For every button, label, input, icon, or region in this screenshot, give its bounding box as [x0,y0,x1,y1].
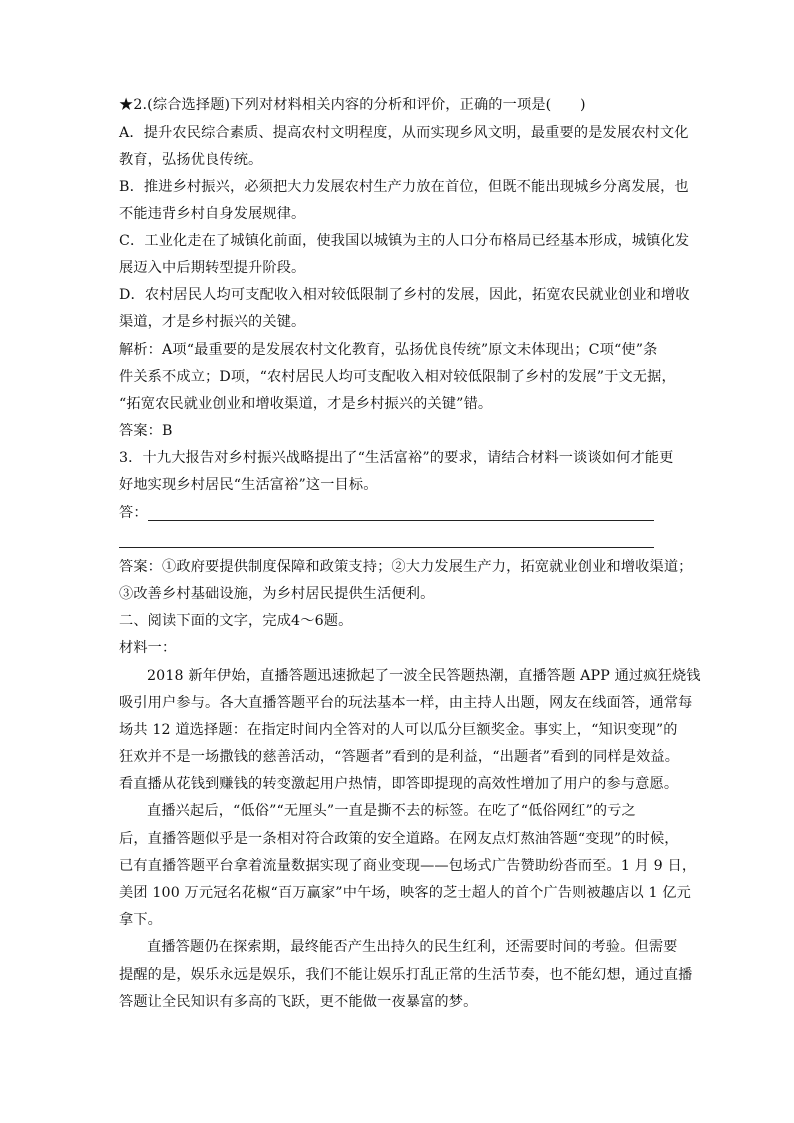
para-1-line-2: 吸引用户参与。各大直播答题平台的玩法基本一样，由主持人出题，网友在线面答，通常每 [119,695,693,711]
para-2-line-5: 拿下。 [119,912,163,928]
para-3-line-2: 提醒的是，娱乐永远是娱乐，我们不能让娱乐打乱正常的生活节奏，也不能幻想，通过直播 [119,967,693,983]
question-2-answer: 答案：B [119,423,173,439]
analysis-line-3: “拓宽农民就业创业和增收渠道，才是乡村振兴的关键”错。 [119,396,493,412]
para-1-line-4: 狂欢并不是一场撒钱的慈善活动，“答题者”看到的是利益，“出题者”看到的同样是效益。 [119,749,680,765]
question-3-stem-line-2: 好地实现乡村居民“生活富裕”这一目标。 [119,477,378,493]
answer-label: 答： [119,505,148,521]
option-d-line-1: D．农村居民人均可支配收入相对较低限制了乡村的发展，因此，拓宽农民就业创业和增收 [119,287,690,303]
para-1-line-5: 看直播从花钱到赚钱的转变激起用户热情，即答即提现的高效性增加了用户的参与意愿。 [119,776,679,792]
question-3-answer-line-2: ③改善乡村基础设施，为乡村居民提供生活便利。 [119,586,435,602]
para-2-line-4: 美团 100 万元冠名花椒“百万赢家”中午场，映客的芝士超人的首个广告则被趣店以 1 亿元 [119,885,691,901]
option-b-line-2: 不能违背乡村自身发展规律。 [119,206,306,222]
option-a-line-1: A．提升农民综合素质、提高农村文明程度，从而实现乡风文明，最重要的是发展农村文化 [119,125,689,141]
para-2-line-2: 后，直播答题似乎是一条相对符合政策的安全道路。在网友点灯熬油答题“变现”的时候， [119,831,679,847]
para-2-line-3: 已有直播答题平台拿着流量数据实现了商业变现——包场式广告赞助纷沓而至。1 月 9 日， [119,858,697,874]
material-1-label: 材料一： [119,640,177,656]
para-3-line-1: 直播答题仍在探索期，最终能否产生出持久的民生红利，还需要时间的考验。但需要 [147,939,678,955]
option-c-line-1: C．工业化走在了城镇化前面，使我国以城镇为主的人口分布格局已经基本形成，城镇化发 [119,233,690,249]
analysis-line-2: 件关系不成立；D项，“农村居民人均可支配收入相对较低限制了乡村的发展”于文无据， [119,369,676,385]
answer-blank-line-1 [148,520,654,521]
option-c-line-2: 展迈入中后期转型提升阶段。 [119,260,306,276]
option-b-line-1: B．推进乡村振兴，必须把大力发展农村生产力放在首位，但既不能出现城乡分离发展，也 [119,179,689,195]
question-3-answer-line-1: 答案：①政府要提供制度保障和政策支持；②大力发展生产力，拓宽就业创业和增收渠道； [119,559,693,575]
option-d-line-2: 渠道，才是乡村振兴的关键。 [119,314,306,330]
section-2-heading: 二、阅读下面的文字，完成4～6题。 [119,613,353,629]
option-a-line-2: 教育，弘扬优良传统。 [119,152,263,168]
analysis-line-1: 解析：A项“最重要的是发展农村文化教育，弘扬优良传统”原文未体现出；C项“使”条 [119,342,658,358]
para-1-line-1: 2018 新年伊始，直播答题迅速掀起了一波全民答题热潮，直播答题 APP 通过疯狂烧钱 [147,668,701,684]
question-3-stem-line-1: 3．十九大报告对乡村振兴战略提出了“生活富裕”的要求，请结合材料一谈谈如何才能更 [119,450,674,466]
para-3-line-3: 答题让全民知识有多高的飞跃，更不能做一夜暴富的梦。 [119,994,478,1010]
para-1-line-3: 场共 12 道选择题：在指定时间内全答对的人可以瓜分巨额奖金。事实上，“知识变现”的 [119,722,678,738]
question-2-stem: ★2.(综合选择题)下列对材料相关内容的分析和评价，正确的一项是( ) [119,97,586,113]
para-2-line-1: 直播兴起后，“低俗”“无厘头”一直是撕不去的标签。在吃了“低俗网红”的亏之 [147,803,636,819]
answer-blank-line-2 [119,547,654,548]
